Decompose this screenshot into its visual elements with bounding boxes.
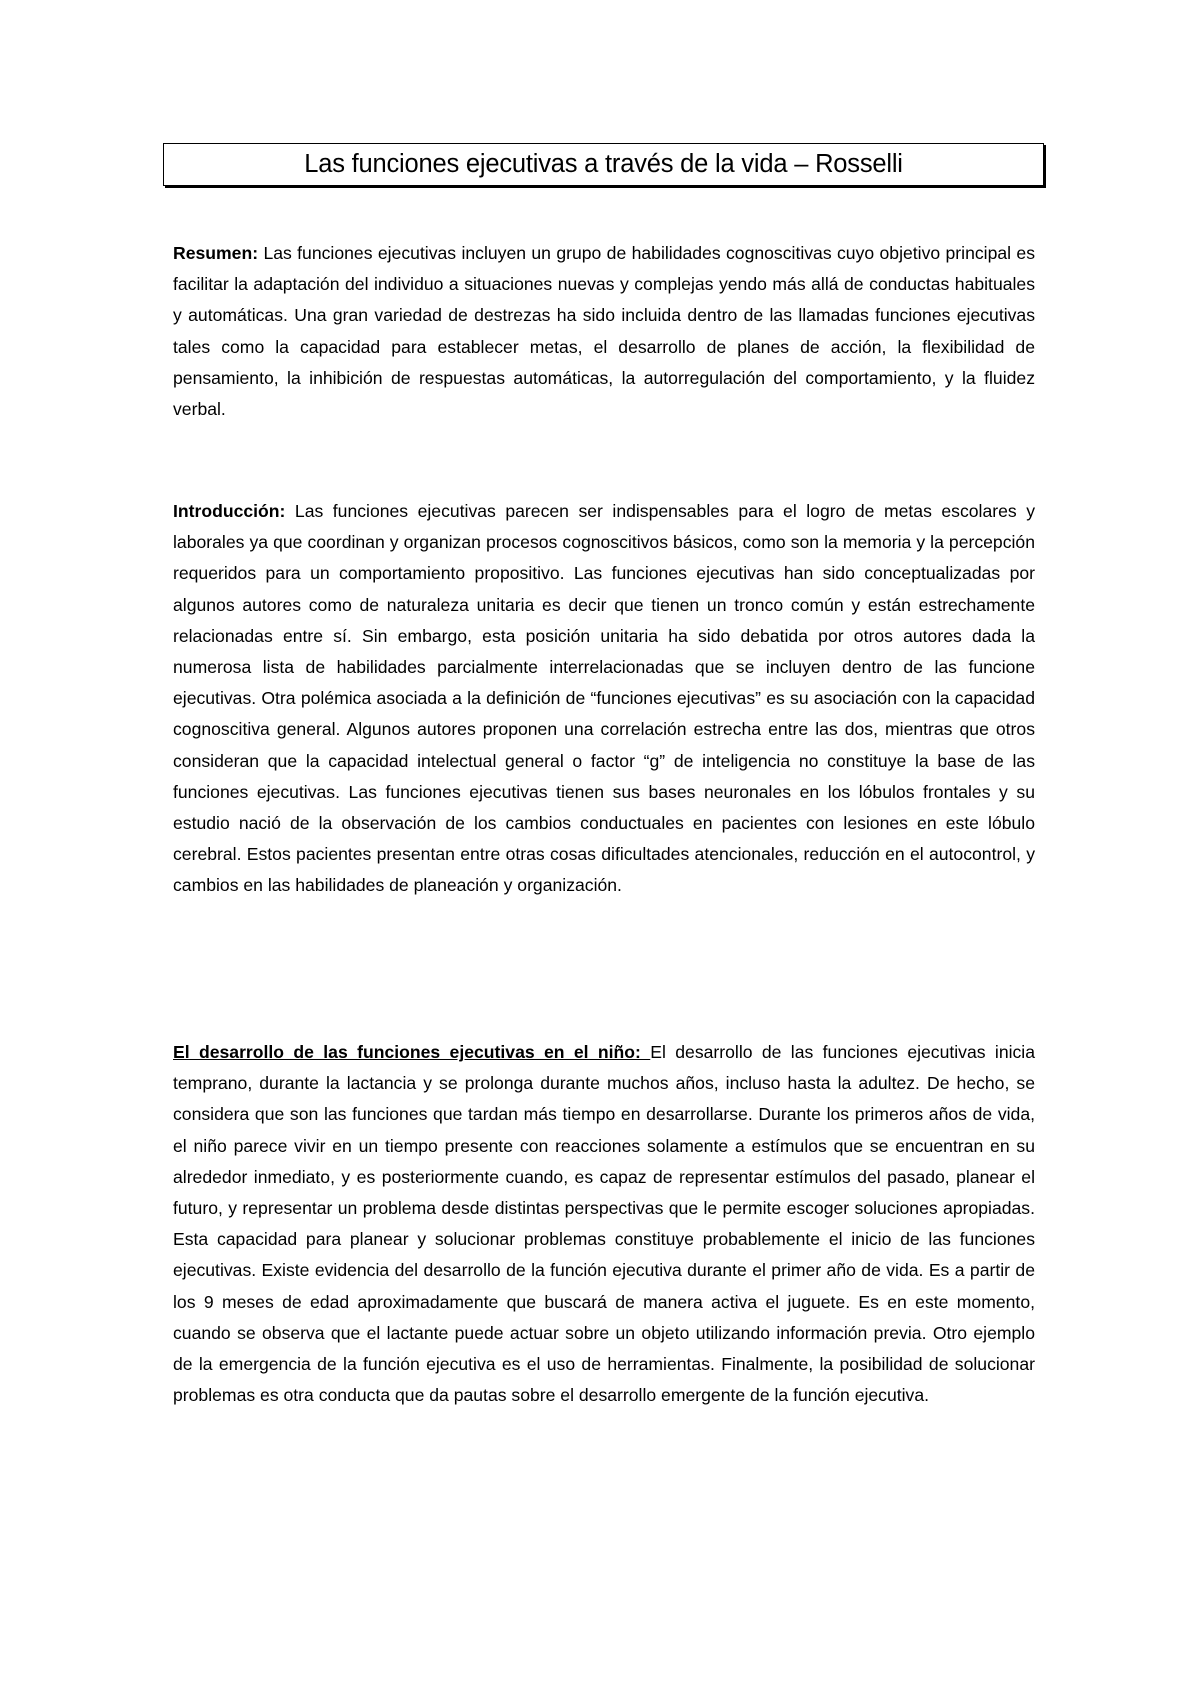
section-introduccion bbox=[173, 496, 1035, 902]
section-label: Resumen: bbox=[173, 243, 264, 263]
section-text: Las funciones ejecutivas incluyen un grupo de habilidades cognoscitivas cuyo objetivo principal es facilitar la adaptación del individuo a situaciones nuevas y complejas yendo más allá de conductas habituales y automáticas. Una gran variedad de destrezas ha sido incluida dentro de las llamadas funciones ejecutivas tales como la capacidad para establecer metas, el desarrollo de planes de acción, la flexibilidad de pensamiento, la inhibición de respuestas automáticas, la autorregulación del comportamiento, y la fluidez verbal. bbox=[173, 243, 1035, 420]
section-resumen bbox=[173, 238, 1035, 425]
section-label: El desarrollo de las funciones ejecutivas en el niño: bbox=[173, 1042, 651, 1062]
section-text: Las funciones ejecutivas parecen ser indispensables para el logro de metas escolares y laborales ya que coordinan y organizan procesos cognoscitivos básicos, como son la memoria y la percepción requeridos para un comportamiento propositivo. Las funciones ejecutivas han sido conceptualizadas por algunos autores como de naturaleza unitaria es decir que tienen un tronco común y están estrechamente relacionadas entre sí. Sin embargo, esta posición unitaria ha sido debatida por otros autores dada la numerosa lista de habilidades parcialmente interrelacionadas que se incluyen dentro de las funcione ejecutivas. Otra polémica asociada a la definición de “funciones ejecutivas” es su asociación con la capacidad cognoscitiva general. Algunos autores proponen una correlación estrecha entre las dos, mientras que otros consideran que la capacidad intelectual general o factor “g” de inteligencia no constituye la base de las funciones ejecutivas. Las funciones ejecutivas tienen sus bases neuronales en los lóbulos frontales y su estudio nació de la observación de los cambios conductuales en pacientes con lesiones en este lóbulo cerebral. Estos pacientes presentan entre otras cosas dificultades atencionales, reducción en el autocontrol, y cambios en las habilidades de planeación y organización. bbox=[173, 501, 1035, 896]
section-text: El desarrollo de las funciones ejecutivas inicia temprano, durante la lactancia y se prolonga durante muchos años, incluso hasta la adultez. De hecho, se considera que son las funciones que tardan más tiempo en desarrollarse. Durante los primeros años de vida, el niño parece vivir en un tiempo presente con reacciones solamente a estímulos que se encuentran en su alrededor inmediato, y es posteriormente cuando, es capaz de representar estímulos del pasado, planear el futuro, y representar un problema desde distintas perspectivas que le permite escoger soluciones apropiadas. Esta capacidad para planear y solucionar problemas constituye probablemente el inicio de las funciones ejecutivas. Existe evidencia del desarrollo de la función ejecutiva durante el primer año de vida. Es a partir de los 9 meses de edad aproximadamente que buscará de manera activa el juguete. Es en este momento, cuando se observa que el lactante puede actuar sobre un objeto utilizando información previa. Otro ejemplo de la emergencia de la función ejecutiva es el uso de herramientas. Finalmente, la posibilidad de solucionar problemas es otra conducta que da pautas sobre el desarrollo emergente de la función ejecutiva. bbox=[173, 1042, 1036, 1406]
document-title: Las funciones ejecutivas a través de la vida – Rosselli bbox=[304, 150, 903, 178]
title-box bbox=[163, 143, 1044, 186]
section-label: Introducción: bbox=[173, 501, 295, 521]
section-desarrollo bbox=[173, 1037, 1035, 1411]
